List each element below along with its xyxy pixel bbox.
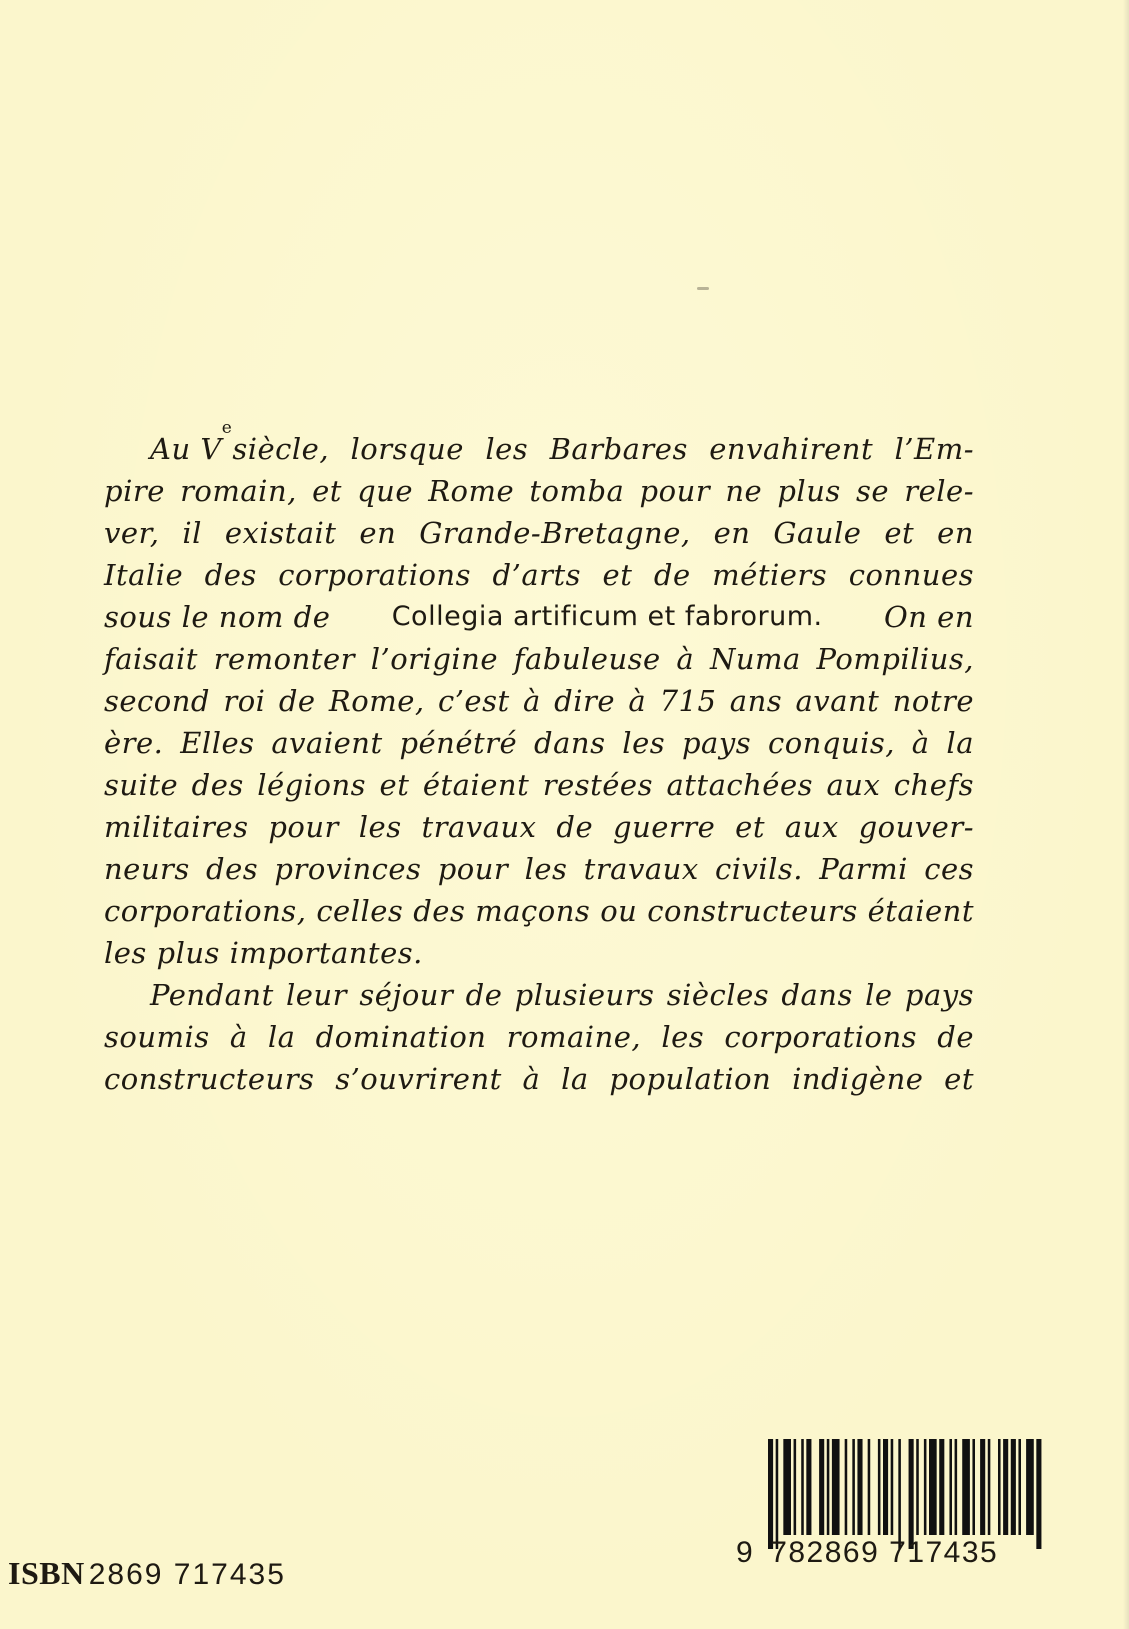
barcode-digits xyxy=(736,1536,998,1570)
text-line-12-text: corporations, celles des maçons ou constructeurs étaient xyxy=(104,894,974,928)
barcode-bar xyxy=(998,1439,1001,1535)
text-line-12 xyxy=(104,890,974,932)
barcode-bar xyxy=(939,1439,944,1535)
text-line-6 xyxy=(104,638,974,680)
barcode-bar xyxy=(868,1439,871,1535)
text-line-9 xyxy=(104,764,974,806)
superscript-e: e xyxy=(221,418,233,438)
text-line-5-part-1: sous le nom de xyxy=(104,600,331,634)
barcode-bar xyxy=(962,1439,970,1535)
barcode-bar xyxy=(1003,1439,1008,1535)
text-line-10-text: militaires pour les travaux de guerre et aux gouver- xyxy=(104,810,974,844)
text-line-13 xyxy=(104,932,974,974)
text-line-4-text: Italie des corporations d’arts et de métiers connues xyxy=(104,558,974,592)
text-line-6-text: faisait remonter l’origine fabuleuse à Numa Pompilius, xyxy=(104,642,974,676)
text-line-2 xyxy=(104,470,974,512)
text-line-1-part-1: Au V xyxy=(150,432,222,466)
text-line-16-text: constructeurs s’ouvrirent à la population indigène et xyxy=(104,1062,974,1096)
text-line-9-text: suite des légions et étaient restées attachées aux chefs xyxy=(104,768,974,802)
text-line-8 xyxy=(104,722,974,764)
text-line-11 xyxy=(104,848,974,890)
isbn-line xyxy=(8,1555,286,1592)
barcode-bar xyxy=(857,1439,862,1535)
barcode-bar xyxy=(794,1439,797,1535)
blurb-text xyxy=(104,418,974,1100)
text-line-5 xyxy=(104,596,974,638)
text-line-13-text: les plus importantes. xyxy=(104,936,423,970)
barcode-bar xyxy=(883,1439,888,1535)
text-line-2-text: pire romain, et que Rome tomba pour ne plus se rele- xyxy=(104,474,974,508)
isbn-label: ISBN xyxy=(8,1555,85,1591)
barcode-bar xyxy=(806,1439,811,1535)
barcode-bar xyxy=(1026,1439,1034,1535)
text-line-3-text: ver, il existait en Grande-Bretagne, en Gaule et en xyxy=(104,516,974,550)
barcode-lead-digit: 9 xyxy=(736,1536,755,1569)
barcode-bars xyxy=(768,1439,1041,1549)
paper-speck xyxy=(697,287,709,290)
barcode-bar xyxy=(929,1439,937,1535)
text-line-7 xyxy=(104,680,974,722)
text-line-1-part-2: siècle, lorsque les Barbares envahirent l’Em- xyxy=(232,432,974,466)
barcode-bar xyxy=(827,1439,830,1535)
barcode-bar xyxy=(819,1439,824,1535)
text-line-15-text: soumis à la domination romaine, les corporations de xyxy=(104,1020,974,1054)
barcode-bar xyxy=(955,1439,958,1535)
barcode-bar xyxy=(949,1439,952,1535)
barcode-bar xyxy=(1018,1439,1021,1535)
barcode-bar xyxy=(852,1439,855,1535)
barcode-bar xyxy=(1011,1439,1016,1535)
barcode-bar xyxy=(909,1439,914,1549)
text-line-16 xyxy=(104,1058,974,1100)
text-line-10 xyxy=(104,806,974,848)
barcode-bar xyxy=(898,1439,901,1549)
barcode-bar xyxy=(832,1439,840,1535)
barcode-bar xyxy=(801,1439,804,1535)
barcode-bar xyxy=(878,1439,881,1535)
barcode-bar xyxy=(988,1439,991,1535)
barcode-bar xyxy=(916,1439,919,1535)
barcode-bar xyxy=(1036,1439,1041,1549)
text-line-7-text: second roi de Rome, c’est à dire à 715 ans avant notre xyxy=(104,684,974,718)
barcode-bar xyxy=(924,1439,927,1535)
text-line-8-text: ère. Elles avaient pénétré dans les pays conquis, à la xyxy=(104,726,974,760)
text-line-5-part-3: On en xyxy=(883,600,974,634)
text-line-11-text: neurs des provinces pour les travaux civils. Parmi ces xyxy=(104,852,974,886)
text-line-15 xyxy=(104,1016,974,1058)
page-edge xyxy=(1123,0,1129,1629)
barcode-bar xyxy=(845,1439,848,1535)
barcode-bar xyxy=(783,1439,791,1535)
isbn-number: 2869 717435 xyxy=(88,1558,286,1591)
text-line-3 xyxy=(104,512,974,554)
text-line-14-text: Pendant leur séjour de plusieurs siècles dans le pays xyxy=(150,978,974,1012)
barcode-bar xyxy=(972,1439,975,1535)
text-line-4 xyxy=(104,554,974,596)
text-line-14 xyxy=(104,974,974,1016)
barcode-bar xyxy=(891,1439,894,1535)
barcode xyxy=(768,1439,1044,1549)
text-line-1 xyxy=(104,418,974,470)
barcode-bar xyxy=(768,1439,773,1549)
barcode-bar xyxy=(980,1439,985,1535)
barcode-bar xyxy=(776,1439,779,1549)
barcode-number: 782869 717435 xyxy=(770,1536,999,1569)
collegia-phrase: Collegia artificum et fabrorum. xyxy=(391,601,823,632)
